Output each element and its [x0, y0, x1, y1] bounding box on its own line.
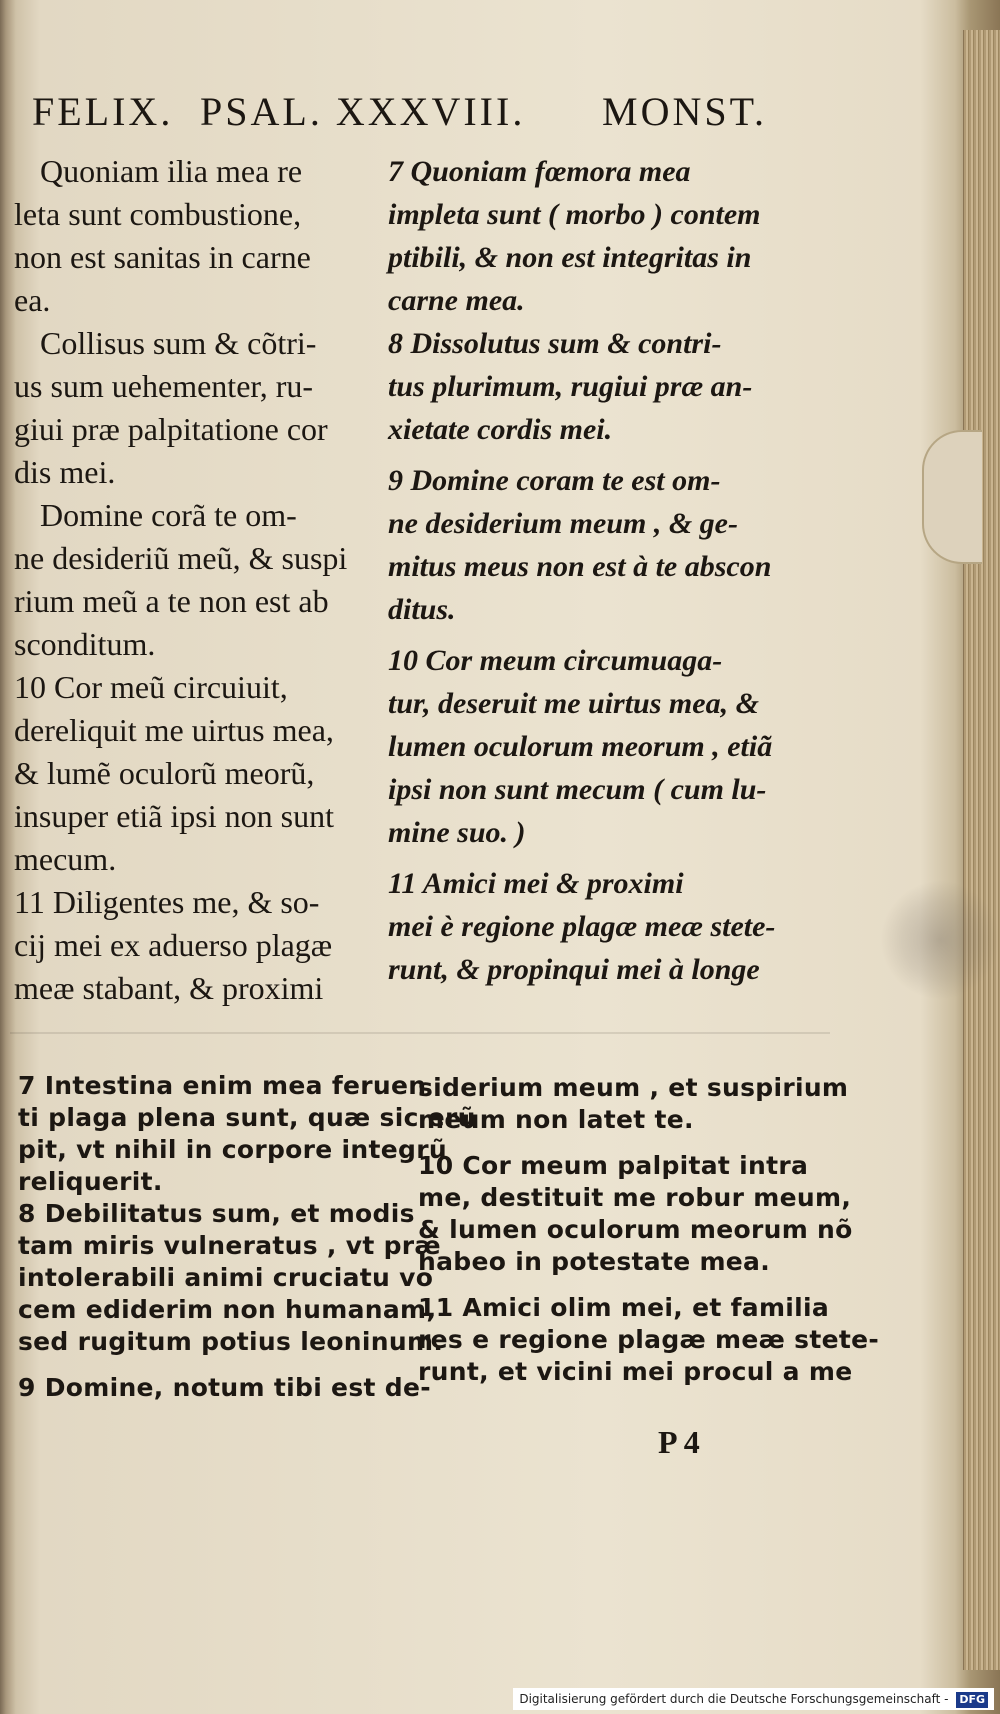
digitization-footer: [513, 1688, 994, 1710]
header-left: FELIX.: [32, 89, 174, 134]
text-line: runt, et vicini mei procul a me: [418, 1357, 853, 1386]
text-line: res e regione plagæ meæ stete-: [418, 1325, 880, 1354]
text-line: ne desideriũ meũ, & suspi: [14, 540, 348, 576]
text-line: Domine corã te om-: [40, 497, 297, 533]
text-line: & lumen oculorum meorum nõ: [418, 1215, 853, 1244]
text-line: sconditum.: [14, 626, 156, 662]
text-line: carne mea.: [388, 284, 525, 317]
text-line: 9 Domine, notum tibi est de-: [18, 1373, 431, 1402]
signature-mark: P 4: [658, 1424, 700, 1460]
text-line: ne desiderium meum , & ge-: [388, 507, 738, 540]
text-line: tam miris vulneratus , vt præ: [18, 1231, 441, 1260]
book-page-edge: [963, 30, 1000, 1670]
text-line: 10 Cor meum palpitat intra: [418, 1151, 809, 1180]
text-line: mitus meus non est à te abscon: [388, 550, 772, 583]
text-line: mine suo. ): [388, 816, 526, 849]
text-line: ipsi non sunt mecum ( cum lu-: [388, 773, 767, 806]
text-line: habeo in potestate mea.: [418, 1247, 771, 1276]
spacer: [418, 1278, 828, 1292]
text-line: sed rugitum potius leoninum.: [18, 1327, 444, 1356]
text-line: tur, deseruit me uirtus mea, &: [388, 687, 759, 720]
text-line: Quoniam ilia mea re: [40, 153, 303, 189]
text-line: cij mei ex aduerso plagæ: [14, 927, 333, 963]
text-line: pit, vt nihil in corpore integrũ: [18, 1135, 447, 1164]
text-line: & lumẽ oculorũ meorũ,: [14, 755, 315, 791]
text-line: Collisus sum & cõtri-: [40, 325, 317, 361]
header-center: PSAL. XXXVIII.: [200, 89, 526, 134]
text-line: meum non latet te.: [418, 1105, 694, 1134]
text-line: ea.: [14, 282, 51, 318]
dfg-logo: DFG: [956, 1692, 988, 1708]
text-line: mecum.: [14, 841, 117, 877]
spacer: [418, 1136, 828, 1150]
right-text-column: [388, 150, 828, 991]
text-line: 8 Dissolutus sum & contri-: [388, 327, 722, 360]
text-line: 11 Amici olim mei, et familia: [418, 1293, 830, 1322]
text-line: us sum uehementer, ru-: [14, 368, 314, 404]
text-line: rium meũ a te non est ab: [14, 583, 329, 619]
text-line: impleta sunt ( morbo ) contem: [388, 198, 761, 231]
text-line: ptibili, & non est integritas in: [388, 241, 752, 274]
text-line: ditus.: [388, 593, 456, 626]
text-line: 7 Quoniam fœmora mea: [388, 155, 691, 188]
running-header: [10, 88, 790, 138]
page-tab: [922, 430, 982, 564]
text-line: insuper etiã ipsi non sunt: [14, 798, 334, 834]
paper-stain: [880, 880, 1000, 1000]
header-right: MONST.: [602, 89, 768, 134]
footer-text: Digitalisierung gefördert durch die Deutsche Forschungsgemeinschaft -: [519, 1692, 949, 1706]
bottom-right-blackletter: [418, 1072, 880, 1388]
text-line: ti plaga plena sunt, quæ sic erũ: [18, 1103, 476, 1132]
text-line: mei è regione plagæ meæ stete-: [388, 910, 776, 943]
section-divider: [10, 1032, 830, 1034]
text-line: me, destituit me robur meum,: [418, 1183, 852, 1212]
text-line: meæ stabant, & proximi: [14, 970, 324, 1006]
text-line: 11 Diligentes me, & so-: [14, 884, 320, 920]
text-line: runt, & propinqui mei à longe: [388, 953, 760, 986]
text-line: non est sanitas in carne: [14, 239, 311, 275]
text-line: siderium meum , et suspirium: [418, 1073, 849, 1102]
text-line: lumen oculorum meorum , etiã: [388, 730, 773, 763]
text-line: leta sunt combustione,: [14, 196, 302, 232]
text-line: reliquerit.: [18, 1167, 163, 1196]
text-line: 10 Cor meũ circuiuit,: [14, 669, 288, 705]
text-line: cem ediderim non humanam,: [18, 1295, 437, 1324]
text-line: 7 Intestina enim mea feruen: [18, 1071, 427, 1100]
text-line: xietate cordis mei.: [388, 413, 613, 446]
bottom-left-blackletter: [18, 1070, 476, 1404]
text-line: dis mei.: [14, 454, 116, 490]
left-text-column: [14, 150, 404, 1010]
text-line: dereliquit me uirtus mea,: [14, 712, 334, 748]
text-line: intolerabili animi cruciatu vo: [18, 1263, 434, 1292]
text-line: tus plurimum, rugiui præ an-: [388, 370, 753, 403]
text-line: 8 Debilitatus sum, et modis: [18, 1199, 415, 1228]
text-line: 11 Amici mei & proximi: [388, 867, 684, 900]
text-line: 10 Cor meum circumuaga-: [388, 644, 723, 677]
text-line: giui præ palpitatione cor: [14, 411, 328, 447]
text-line: 9 Domine coram te est om-: [388, 464, 721, 497]
spacer: [18, 1358, 408, 1372]
